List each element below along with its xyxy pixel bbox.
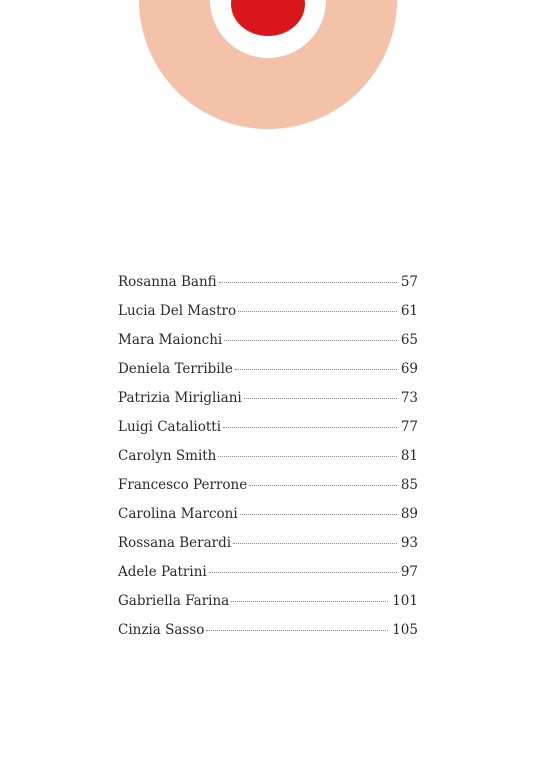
- toc-entry[interactable]: [118, 297, 418, 326]
- toc-leader-dots: [209, 572, 397, 573]
- toc-entry[interactable]: [118, 616, 418, 645]
- table-of-contents: [118, 268, 418, 645]
- toc-entry-page: 61: [400, 303, 418, 319]
- toc-entry-page: 81: [400, 448, 418, 464]
- toc-entry-name: Cinzia Sasso: [118, 622, 205, 638]
- toc-entry-page: 57: [400, 274, 418, 290]
- toc-leader-dots: [240, 514, 397, 515]
- toc-entry-name: Francesco Perrone: [118, 477, 248, 493]
- toc-leader-dots: [218, 456, 396, 457]
- toc-entry-name: Rossana Berardi: [118, 535, 232, 551]
- toc-entry-name: Carolyn Smith: [118, 448, 217, 464]
- toc-leader-dots: [235, 369, 397, 370]
- toc-entry-page: 85: [400, 477, 418, 493]
- toc-entry[interactable]: [118, 413, 418, 442]
- toc-entry-page: 77: [400, 419, 418, 435]
- toc-entry-page: 89: [400, 506, 418, 522]
- toc-entry-name: Patrizia Mirigliani: [118, 390, 242, 406]
- toc-leader-dots: [249, 485, 397, 486]
- toc-entry[interactable]: [118, 268, 418, 297]
- toc-entry[interactable]: [118, 500, 418, 529]
- toc-entry-name: Lucia Del Mastro: [118, 303, 237, 319]
- toc-entry[interactable]: [118, 558, 418, 587]
- toc-entry[interactable]: [118, 326, 418, 355]
- toc-entry[interactable]: [118, 384, 418, 413]
- toc-entry-name: Deniela Terribile: [118, 361, 233, 377]
- toc-leader-dots: [219, 282, 397, 283]
- toc-entry-name: Adele Patrini: [118, 564, 207, 580]
- toc-entry-page: 73: [400, 390, 418, 406]
- toc-entry-page: 97: [400, 564, 418, 580]
- toc-entry-name: Mara Maionchi: [118, 332, 223, 348]
- toc-entry[interactable]: [118, 587, 418, 616]
- toc-entry[interactable]: [118, 442, 418, 471]
- toc-leader-dots: [233, 543, 397, 544]
- toc-leader-dots: [238, 311, 397, 312]
- toc-entry-page: 69: [400, 361, 418, 377]
- toc-entry-page: 101: [392, 593, 418, 609]
- toc-entry[interactable]: [118, 529, 418, 558]
- toc-entry[interactable]: [118, 471, 418, 500]
- toc-leader-dots: [206, 630, 388, 631]
- toc-entry-name: Carolina Marconi: [118, 506, 238, 522]
- toc-entry-name: Gabriella Farina: [118, 593, 230, 609]
- toc-entry-page: 65: [400, 332, 418, 348]
- toc-entry-page: 93: [400, 535, 418, 551]
- toc-entry-name: Rosanna Banfi: [118, 274, 217, 290]
- emblem-graphic: [0, 0, 536, 140]
- toc-entry-page: 105: [392, 622, 418, 638]
- toc-leader-dots: [244, 398, 397, 399]
- toc-leader-dots: [224, 340, 397, 341]
- toc-leader-dots: [223, 427, 397, 428]
- toc-leader-dots: [231, 601, 388, 602]
- toc-entry[interactable]: [118, 355, 418, 384]
- toc-entry-name: Luigi Cataliotti: [118, 419, 222, 435]
